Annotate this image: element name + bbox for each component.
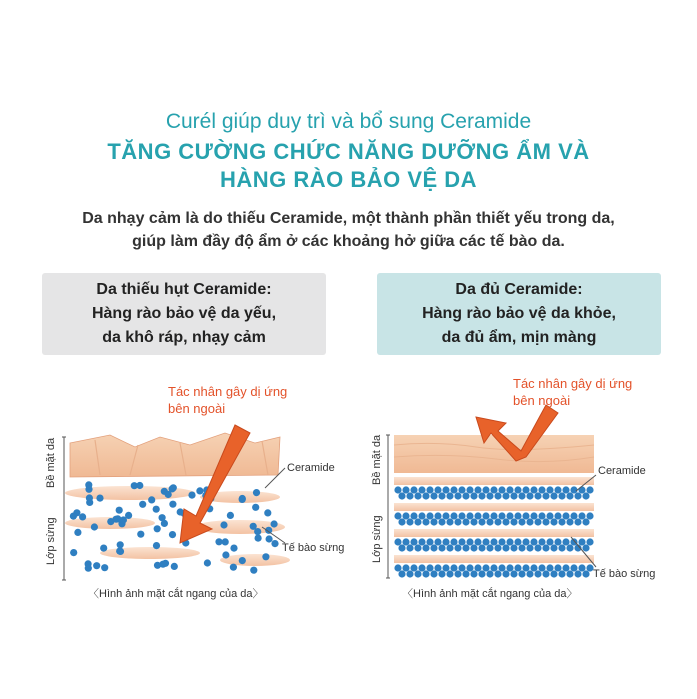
- ceramide-dot: [566, 492, 573, 499]
- ceramide-dot: [586, 538, 593, 545]
- ceramide-dot: [454, 544, 461, 551]
- ceramide-dot: [114, 515, 121, 522]
- ceramide-dot: [70, 549, 77, 556]
- ceramide-dot: [474, 538, 481, 545]
- ceramide-dot: [458, 538, 465, 545]
- deficient-skin-cross-section: [40, 395, 340, 595]
- sufficient-box-line-2: Hàng rào bảo vệ da khỏe,: [422, 305, 616, 322]
- ceramide-dot: [550, 492, 557, 499]
- ceramide-dot: [494, 570, 501, 577]
- ceramide-dot: [188, 492, 195, 499]
- ceramide-dot: [482, 512, 489, 519]
- right-ceramide-label: Ceramide: [598, 465, 646, 477]
- ceramide-dot: [402, 564, 409, 571]
- ceramide-dot: [222, 551, 229, 558]
- ceramide-dot: [502, 518, 509, 525]
- ceramide-dot: [154, 562, 161, 569]
- ceramide-dot: [86, 499, 93, 506]
- ceramide-dot: [514, 564, 521, 571]
- ceramide-dot: [454, 518, 461, 525]
- ceramide-dot: [394, 564, 401, 571]
- ceramide-dot: [526, 518, 533, 525]
- ceramide-dot: [578, 512, 585, 519]
- ceramide-dot: [546, 486, 553, 493]
- ceramide-dot: [426, 564, 433, 571]
- ceramide-dot: [486, 492, 493, 499]
- ceramide-dot: [153, 506, 160, 513]
- ceramide-dot: [430, 492, 437, 499]
- ceramide-dot: [482, 538, 489, 545]
- ceramide-dot: [506, 512, 513, 519]
- ceramide-dot: [159, 514, 166, 521]
- ceramide-dot: [414, 492, 421, 499]
- deficient-box-line-1: Da thiếu hụt Ceramide:: [96, 281, 272, 298]
- ceramide-dot: [578, 538, 585, 545]
- ceramide-dot: [498, 486, 505, 493]
- ceramide-dot: [418, 564, 425, 571]
- ceramide-dot: [578, 486, 585, 493]
- right-surface-label: Bề mặt da: [371, 434, 383, 485]
- ceramide-dot: [442, 512, 449, 519]
- ceramide-dot: [470, 544, 477, 551]
- ceramide-dot: [490, 486, 497, 493]
- ceramide-dot: [462, 570, 469, 577]
- ceramide-dot: [454, 492, 461, 499]
- ceramide-dot: [570, 564, 577, 571]
- ceramide-dot: [566, 544, 573, 551]
- ceramide-dot: [522, 538, 529, 545]
- ceramide-dot: [462, 518, 469, 525]
- ceramide-dot: [398, 518, 405, 525]
- heading-line-2: HÀNG RÀO BẢO VỆ DA: [219, 167, 478, 192]
- ceramide-dot: [125, 512, 132, 519]
- ceramide-dot: [502, 570, 509, 577]
- ceramide-dot: [169, 501, 176, 508]
- ceramide-dot: [566, 570, 573, 577]
- ceramide-dot: [530, 486, 537, 493]
- ceramide-dot: [398, 492, 405, 499]
- ceramide-dot: [470, 570, 477, 577]
- ceramide-dot: [406, 570, 413, 577]
- ceramide-dot: [538, 486, 545, 493]
- ceramide-dot: [74, 529, 81, 536]
- ceramide-dot: [434, 512, 441, 519]
- ceramide-dot: [558, 544, 565, 551]
- ceramide-dot: [136, 482, 143, 489]
- ceramide-dot: [498, 564, 505, 571]
- left-allergen-line-2: bên ngoài: [168, 401, 226, 416]
- ceramide-dot: [478, 492, 485, 499]
- ceramide-dot: [262, 553, 269, 560]
- ceramide-dot: [169, 531, 176, 538]
- ceramide-dot: [410, 512, 417, 519]
- ceramide-dot: [418, 538, 425, 545]
- ceramide-dot: [506, 538, 513, 545]
- ceramide-dot: [506, 564, 513, 571]
- ceramide-dot: [490, 564, 497, 571]
- ceramide-dot: [266, 535, 273, 542]
- ceramide-dot: [502, 492, 509, 499]
- ceramide-dot: [494, 544, 501, 551]
- ceramide-dot: [486, 570, 493, 577]
- ceramide-dot: [438, 492, 445, 499]
- ceramide-dot: [458, 512, 465, 519]
- ceramide-dot: [558, 570, 565, 577]
- ceramide-dot: [570, 512, 577, 519]
- ceramide-dot: [426, 486, 433, 493]
- ceramide-dot: [410, 538, 417, 545]
- ceramide-dot: [450, 538, 457, 545]
- ceramide-dot: [148, 496, 155, 503]
- intro-line-1: Da nhạy cảm là do thiếu Ceramide, một thành phần thiết yếu trong da,: [82, 210, 615, 227]
- ceramide-dot: [85, 486, 92, 493]
- ceramide-dot: [422, 544, 429, 551]
- ceramide-dot: [574, 518, 581, 525]
- deficient-ceramide-box: [42, 273, 326, 355]
- ceramide-dot: [490, 538, 497, 545]
- ceramide-dot: [534, 570, 541, 577]
- ceramide-dot: [230, 564, 237, 571]
- ceramide-dot: [117, 541, 124, 548]
- ceramide-dot: [586, 512, 593, 519]
- ceramide-dot: [542, 492, 549, 499]
- right-cell-label: Tế bào sừng: [593, 568, 656, 580]
- ceramide-dot: [402, 486, 409, 493]
- ceramide-dot: [222, 538, 229, 545]
- ceramide-dot: [582, 570, 589, 577]
- ceramide-dot: [466, 512, 473, 519]
- sufficient-skin-cross-section: [376, 395, 676, 595]
- ceramide-dot: [434, 538, 441, 545]
- ceramide-dot: [578, 564, 585, 571]
- ceramide-dot: [574, 570, 581, 577]
- ceramide-dot: [486, 544, 493, 551]
- ceramide-dot: [426, 538, 433, 545]
- intro-line-2: giúp làm đầy độ ẩm ở các khoảng hở giữa các tế bào da.: [132, 233, 565, 250]
- ceramide-dot: [538, 538, 545, 545]
- ceramide-dot: [454, 570, 461, 577]
- ceramide-dot: [438, 570, 445, 577]
- ceramide-dot: [255, 535, 262, 542]
- ceramide-dot: [494, 492, 501, 499]
- ceramide-dot: [474, 512, 481, 519]
- subtitle: Curél giúp duy trì và bổ sung Ceramide: [165, 110, 532, 133]
- ceramide-dot: [522, 486, 529, 493]
- ceramide-dot: [430, 518, 437, 525]
- ceramide-dot: [450, 564, 457, 571]
- sufficient-box-line-3: da đủ ẩm, mịn màng: [441, 329, 597, 346]
- ceramide-dot: [394, 512, 401, 519]
- ceramide-dot: [546, 538, 553, 545]
- ceramide-dot: [227, 512, 234, 519]
- ceramide-dot: [422, 570, 429, 577]
- ceramide-dot: [514, 486, 521, 493]
- ceramide-dot: [446, 492, 453, 499]
- left-caption: 〈Hình ảnh mặt cắt ngang của da〉: [88, 588, 264, 600]
- ceramide-dot: [510, 492, 517, 499]
- ceramide-dot: [554, 512, 561, 519]
- ceramide-dot: [406, 492, 413, 499]
- ceramide-dot: [402, 512, 409, 519]
- deficient-box-line-3: da khô ráp, nhạy cảm: [102, 329, 266, 346]
- ceramide-dot: [446, 570, 453, 577]
- ceramide-dot: [250, 567, 257, 574]
- ceramide-dot: [558, 518, 565, 525]
- ceramide-dot: [498, 538, 505, 545]
- ceramide-dot: [510, 518, 517, 525]
- ceramide-dot: [470, 518, 477, 525]
- ceramide-dot: [438, 544, 445, 551]
- left-cell-label: Tế bào sừng: [282, 542, 345, 554]
- right-layer-label: Lớp sừng: [371, 515, 383, 563]
- ceramide-dot: [446, 544, 453, 551]
- ceramide-dot: [239, 496, 246, 503]
- ceramide-dot: [534, 518, 541, 525]
- right-allergen-line-2: bên ngoài: [513, 393, 571, 408]
- ceramide-dot: [414, 570, 421, 577]
- ceramide-dot: [96, 495, 103, 502]
- ceramide-dot: [570, 538, 577, 545]
- ceramide-dot: [562, 538, 569, 545]
- ceramide-dot: [101, 564, 108, 571]
- ceramide-dot: [394, 538, 401, 545]
- ceramide-dot: [442, 486, 449, 493]
- ceramide-dot: [253, 489, 260, 496]
- ceramide-dot: [542, 518, 549, 525]
- ceramide-dot: [139, 501, 146, 508]
- ceramide-dot: [526, 544, 533, 551]
- ceramide-dot: [510, 570, 517, 577]
- ceramide-dot: [418, 512, 425, 519]
- ceramide-dot: [478, 518, 485, 525]
- ceramide-dot: [534, 544, 541, 551]
- ceramide-dot: [252, 504, 259, 511]
- ceramide-dot: [562, 512, 569, 519]
- ceramide-dot: [239, 557, 246, 564]
- ceramide-dot: [418, 486, 425, 493]
- ceramide-dot: [458, 564, 465, 571]
- ceramide-dot: [530, 512, 537, 519]
- ceramide-dot: [171, 563, 178, 570]
- ceramide-dot: [510, 544, 517, 551]
- ceramide-dot: [254, 528, 261, 535]
- ceramide-dot: [582, 518, 589, 525]
- ceramide-dot: [438, 518, 445, 525]
- ceramide-dot: [410, 486, 417, 493]
- ceramide-dot: [514, 538, 521, 545]
- ceramide-dot: [518, 518, 525, 525]
- ceramide-dot: [410, 564, 417, 571]
- ceramide-dot: [434, 564, 441, 571]
- ceramide-dot: [116, 548, 123, 555]
- ceramide-dot: [514, 512, 521, 519]
- ceramide-dot: [522, 564, 529, 571]
- ceramide-dot: [474, 486, 481, 493]
- ceramide-dot: [93, 562, 100, 569]
- ceramide-dot: [554, 486, 561, 493]
- ceramide-dot: [442, 564, 449, 571]
- ceramide-dot: [506, 486, 513, 493]
- ceramide-dot: [458, 486, 465, 493]
- sufficient-ceramide-box: [377, 273, 661, 355]
- ceramide-dot: [230, 545, 237, 552]
- ceramide-dot: [486, 518, 493, 525]
- ceramide-dot: [478, 544, 485, 551]
- ceramide-dot: [426, 512, 433, 519]
- ceramide-dot: [526, 492, 533, 499]
- ceramide-dot: [498, 512, 505, 519]
- ceramide-dot: [562, 564, 569, 571]
- ceramide-dot: [442, 538, 449, 545]
- ceramide-dot: [546, 564, 553, 571]
- ceramide-dot: [422, 492, 429, 499]
- ceramide-dot: [204, 559, 211, 566]
- ceramide-dot: [554, 564, 561, 571]
- ceramide-dot: [177, 508, 184, 515]
- ceramide-dot: [220, 521, 227, 528]
- left-layer-label: Lớp sừng: [45, 517, 57, 565]
- ceramide-dot: [398, 570, 405, 577]
- ceramide-dot: [518, 492, 525, 499]
- ceramide-dot: [494, 518, 501, 525]
- left-ceramide-label: Ceramide: [287, 462, 335, 474]
- sufficient-box-line-1: Da đủ Ceramide:: [455, 281, 583, 298]
- ceramide-dot: [406, 544, 413, 551]
- left-surface-label: Bề mặt da: [45, 437, 57, 488]
- ceramide-dot: [530, 564, 537, 571]
- ceramide-dot: [154, 525, 161, 532]
- ceramide-dot: [586, 486, 593, 493]
- right-caption: 〈Hình ảnh mặt cắt ngang của da〉: [402, 588, 578, 600]
- ceramide-dot: [562, 486, 569, 493]
- ceramide-dot: [85, 565, 92, 572]
- ceramide-dot: [450, 486, 457, 493]
- ceramide-dot: [546, 512, 553, 519]
- ceramide-dot: [526, 570, 533, 577]
- ceramide-dot: [482, 564, 489, 571]
- left-allergen-line-1: Tác nhân gây dị ứng: [168, 384, 288, 399]
- ceramide-dot: [402, 538, 409, 545]
- ceramide-dot: [271, 540, 278, 547]
- ceramide-dot: [478, 570, 485, 577]
- ceramide-dot: [522, 512, 529, 519]
- ceramide-dot: [462, 492, 469, 499]
- ceramide-dot: [550, 518, 557, 525]
- ceramide-dot: [446, 518, 453, 525]
- ceramide-dot: [566, 518, 573, 525]
- ceramide-dot: [394, 486, 401, 493]
- ceramide-dot: [558, 492, 565, 499]
- ceramide-dot: [153, 542, 160, 549]
- ceramide-dot: [430, 544, 437, 551]
- ceramide-dot: [398, 544, 405, 551]
- ceramide-dot: [116, 507, 123, 514]
- ceramide-dot: [450, 512, 457, 519]
- ceramide-dot: [554, 538, 561, 545]
- ceramide-dot: [137, 531, 144, 538]
- ceramide-dot: [414, 518, 421, 525]
- ceramide-dot: [70, 513, 77, 520]
- ceramide-dot: [79, 513, 86, 520]
- ceramide-dot: [215, 538, 222, 545]
- ceramide-dot: [534, 492, 541, 499]
- ceramide-dot: [466, 538, 473, 545]
- ceramide-dot: [550, 544, 557, 551]
- ceramide-dot: [422, 518, 429, 525]
- ceramide-dot: [502, 544, 509, 551]
- ceramide-dot: [518, 544, 525, 551]
- ceramide-dot: [406, 518, 413, 525]
- ceramide-dot: [271, 520, 278, 527]
- ceramide-dot: [466, 486, 473, 493]
- ceramide-dot: [100, 545, 107, 552]
- ceramide-dot: [264, 509, 271, 516]
- ceramide-dot: [518, 570, 525, 577]
- ceramide-dot: [582, 544, 589, 551]
- deficient-box-line-2: Hàng rào bảo vệ da yếu,: [91, 305, 277, 322]
- ceramide-dot: [474, 564, 481, 571]
- ceramide-dot: [530, 538, 537, 545]
- ceramide-dot: [582, 492, 589, 499]
- ceramide-dot: [414, 544, 421, 551]
- ceramide-dot: [466, 564, 473, 571]
- ceramide-dot: [462, 544, 469, 551]
- ceramide-dot: [196, 487, 203, 494]
- ceramide-dot: [542, 544, 549, 551]
- ceramide-dot: [490, 512, 497, 519]
- ceramide-dot: [430, 570, 437, 577]
- ceramide-dot: [482, 486, 489, 493]
- ceramide-dot: [538, 564, 545, 571]
- ceramide-dot: [550, 570, 557, 577]
- ceramide-dot: [542, 570, 549, 577]
- heading-line-1: TĂNG CƯỜNG CHỨC NĂNG DƯỠNG ẨM VÀ: [107, 139, 590, 164]
- ceramide-dot: [169, 485, 176, 492]
- ceramide-dot: [470, 492, 477, 499]
- ceramide-dot: [574, 492, 581, 499]
- ceramide-dot: [434, 486, 441, 493]
- ceramide-dot: [538, 512, 545, 519]
- ceramide-dot: [91, 523, 98, 530]
- right-allergen-line-1: Tác nhân gây dị ứng: [513, 376, 633, 391]
